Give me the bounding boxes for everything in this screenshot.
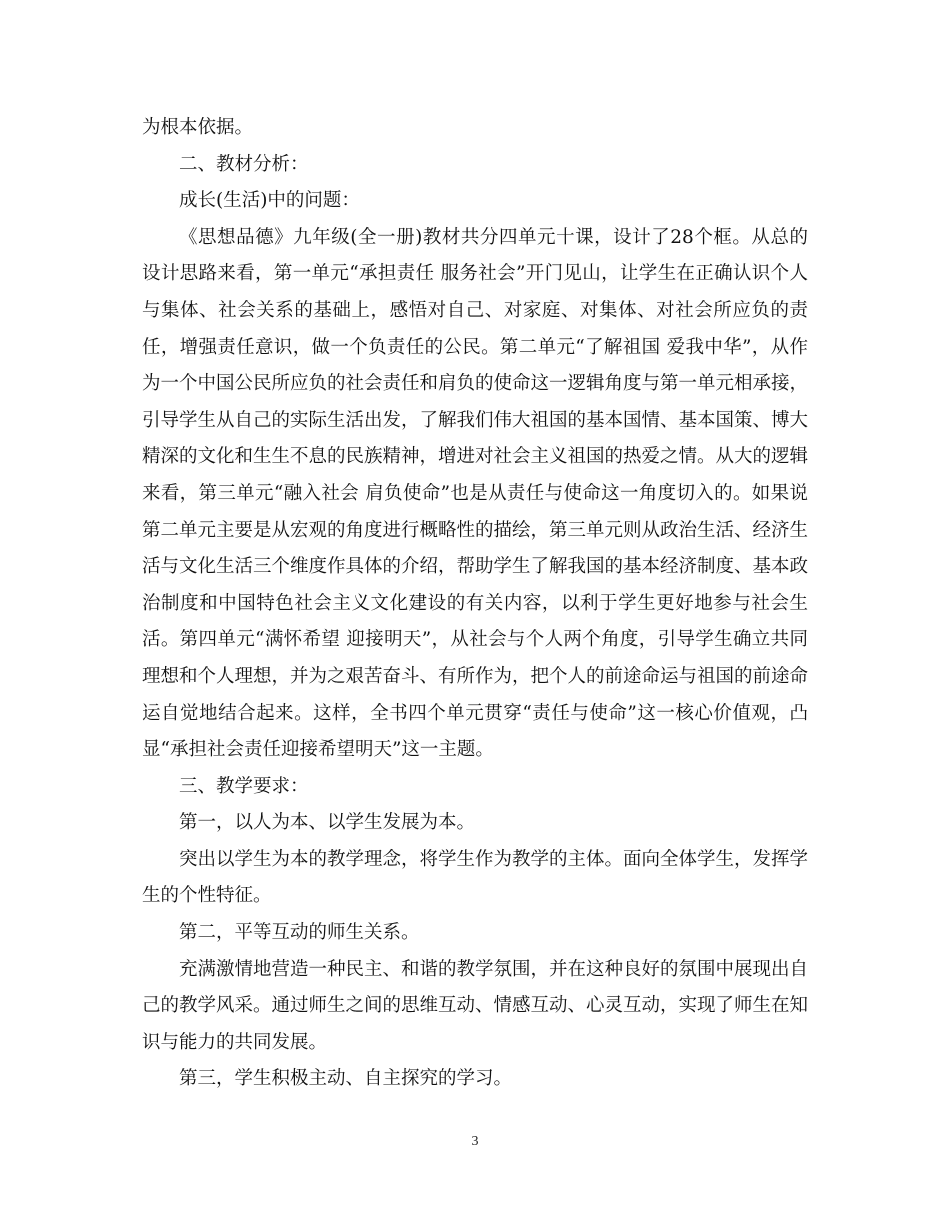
paragraph-continuation: 为根本依据。 [142, 117, 254, 138]
heading-textbook-analysis: 二、教材分析： [179, 153, 309, 175]
paragraph-textbook-overview: 《思想品德》九年级(全一册)教材共分四单元十课，设计了28个框。从总的设计思路来看，第一单元“承担责任 服务社会”开门见山，让学生在正确认识个人与集体、社会关系的基础上，感悟对自己、对家庭、对集体、对社会所应负的责任，增强责任意识，做一个负责任的公民。第二单元“了解祖国 爱我中华”，从作为一个中国公民所应负的社会责任和肩负的使命这一逻辑角度与第一单元相承接，引导学生从自己的实际生活出发，了解我们伟大祖国的基本国情、基本国策、博大精深的文化和生生不息的民族精神，增进对社会主义祖国的热爱之情。从大的逻辑来看，第三单元“融入社会 肩负使命”也是从责任与使命这一角度切入的。如果说第二单元主要是从宏观的角度进行概略性的描绘，第三单元则从政治生活、经济生活与文化生活三个维度作具体的介绍，帮助学生了解我国的基本经济制度、基本政治制度和中国特色社会主义文化建设的有关内容，以利于学生更好地参与社会生活。第四单元“满怀希望 迎接明天”，从社会与个人两个角度，引导学生确立共同理想和个人理想，并为之艰苦奋斗、有所作为，把个人的前途命运与祖国的前途命运自觉地结合起来。这样，全书四个单元贯穿“责任与使命”这一核心价值观，凸显“承担社会责任迎接希望明天”这一主题。 [142, 226, 809, 761]
subheading-growth-problems: 成长(生活)中的问题： [179, 190, 360, 212]
requirement-1-heading: 第一，以人为本、以学生发展为本。 [179, 812, 476, 834]
requirement-2-heading: 第二，平等互动的师生关系。 [179, 922, 420, 944]
requirement-3-heading: 第三，学生积极主动、自主探究的学习。 [179, 1068, 513, 1090]
heading-teaching-requirements: 三、教学要求： [179, 775, 309, 797]
requirement-2-body: 充满激情地营造一种民主、和谐的教学氛围，并在这种良好的氛围中展现出自己的教学风采。通过师生之间的思维互动、情感互动、心灵互动，实现了师生在知识与能力的共同发展。 [142, 958, 809, 1053]
page-number: 3 [471, 1134, 479, 1149]
page-body [142, 110, 808, 1098]
requirement-1-body: 突出以学生为本的教学理念，将学生作为教学的主体。面向全体学生，发挥学生的个性特征。 [142, 848, 809, 907]
